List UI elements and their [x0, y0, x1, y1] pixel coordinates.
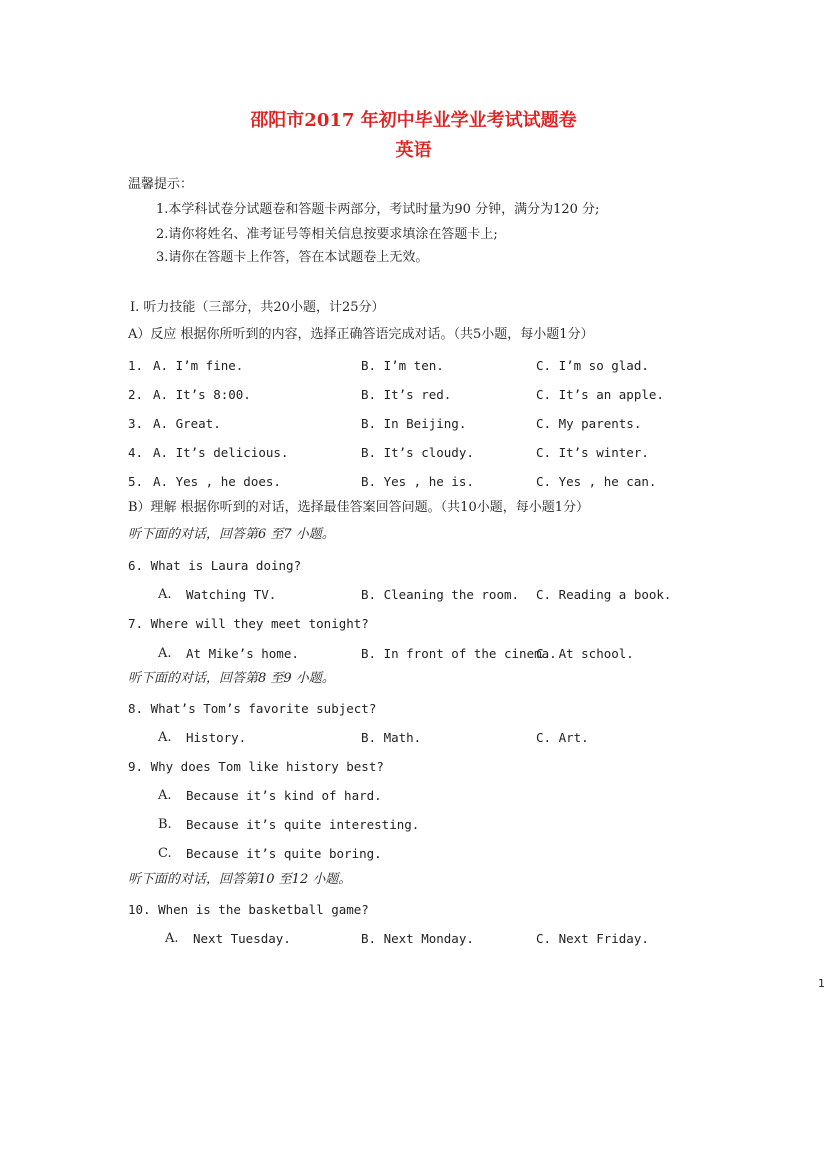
- option-b: B. I’m ten.: [361, 358, 444, 373]
- option-b: B. In front of the cinema.: [361, 646, 557, 661]
- question-number: 1.: [128, 358, 144, 373]
- option-b-label: B.: [158, 817, 172, 832]
- question-9-stem: 9. Why does Tom like history best?: [128, 759, 384, 774]
- option-a-label: A.: [158, 646, 172, 661]
- option-c: C. Yes , he can.: [536, 474, 657, 489]
- subject-title: 英语: [395, 140, 432, 161]
- option-a: Because it’s kind of hard.: [186, 788, 382, 803]
- option-a-label: A.: [165, 931, 179, 946]
- instruction-q8-9: 听下面的对话，回答第8 至9 小题。: [128, 671, 335, 686]
- question-10-stem: 10. When is the basketball game?: [128, 902, 369, 917]
- notice-heading: 温馨提示：: [128, 177, 194, 192]
- option-b: B. Math.: [361, 730, 422, 745]
- option-b: B. Cleaning the room.: [361, 587, 520, 602]
- option-a: A. It’s delicious.: [153, 445, 289, 460]
- option-a: History.: [186, 730, 247, 745]
- option-a: A. It’s 8:00.: [153, 387, 251, 402]
- part-a-title: A）反应 根据你所听到的内容，选择正确答语完成对话。（共5小题，每小题1分）: [128, 327, 594, 342]
- notice-item-2: 2.请你将姓名、准考证号等相关信息按要求填涂在答题卡上;: [156, 227, 498, 242]
- question-7-stem: 7. Where will they meet tonight?: [128, 616, 369, 631]
- option-b: B. It’s red.: [361, 387, 452, 402]
- option-c: C. It’s winter.: [536, 445, 649, 460]
- question-number: 4.: [128, 445, 144, 460]
- option-b: B. Yes , he is.: [361, 474, 474, 489]
- option-a-label: A.: [158, 730, 172, 745]
- option-b: B. Next Monday.: [361, 931, 474, 946]
- question-6-stem: 6. What is Laura doing?: [128, 558, 302, 573]
- option-b: B. In Beijing.: [361, 416, 467, 431]
- option-a: A. Yes , he does.: [153, 474, 281, 489]
- option-c-label: C.: [158, 846, 172, 861]
- option-c: Because it’s quite boring.: [186, 846, 382, 861]
- option-c: C. Art.: [536, 730, 589, 745]
- option-a: At Mike’s home.: [186, 646, 299, 661]
- instruction-q6-7: 听下面的对话，回答第6 至7 小题。: [128, 527, 335, 542]
- option-a: A. I’m fine.: [153, 358, 244, 373]
- section-1-title: Ⅰ. 听力技能（三部分，共20小题，计25分）: [130, 300, 385, 315]
- option-a: Watching TV.: [186, 587, 277, 602]
- option-a: A. Great.: [153, 416, 221, 431]
- page-number: 1: [818, 977, 825, 990]
- option-c: C. I’m so glad.: [536, 358, 649, 373]
- part-b-title: B）理解 根据你听到的对话，选择最佳答案回答问题。（共10小题，每小题1分）: [128, 500, 589, 515]
- option-c: C. It’s an apple.: [536, 387, 664, 402]
- option-a-label: A.: [158, 788, 172, 803]
- notice-item-3: 3.请你在答题卡上作答，答在本试题卷上无效。: [156, 250, 429, 265]
- option-b: B. It’s cloudy.: [361, 445, 474, 460]
- option-a-label: A.: [158, 587, 172, 602]
- option-b: Because it’s quite interesting.: [186, 817, 420, 832]
- option-c: C. Reading a book.: [536, 587, 672, 602]
- question-number: 3.: [128, 416, 144, 431]
- option-c: C. At school.: [536, 646, 634, 661]
- question-8-stem: 8. What’s Tom’s favorite subject?: [128, 701, 377, 716]
- instruction-q10-12: 听下面的对话，回答第10 至12 小题。: [128, 872, 352, 887]
- question-number: 5.: [128, 474, 144, 489]
- option-c: C. My parents.: [536, 416, 642, 431]
- question-number: 2.: [128, 387, 144, 402]
- notice-item-1: 1.本学科试卷分试题卷和答题卡两部分，考试时量为90 分钟，满分为120 分;: [156, 202, 600, 217]
- exam-title: 邵阳市2017 年初中毕业学业考试试题卷: [250, 110, 577, 131]
- option-a: Next Tuesday.: [193, 931, 291, 946]
- option-c: C. Next Friday.: [536, 931, 649, 946]
